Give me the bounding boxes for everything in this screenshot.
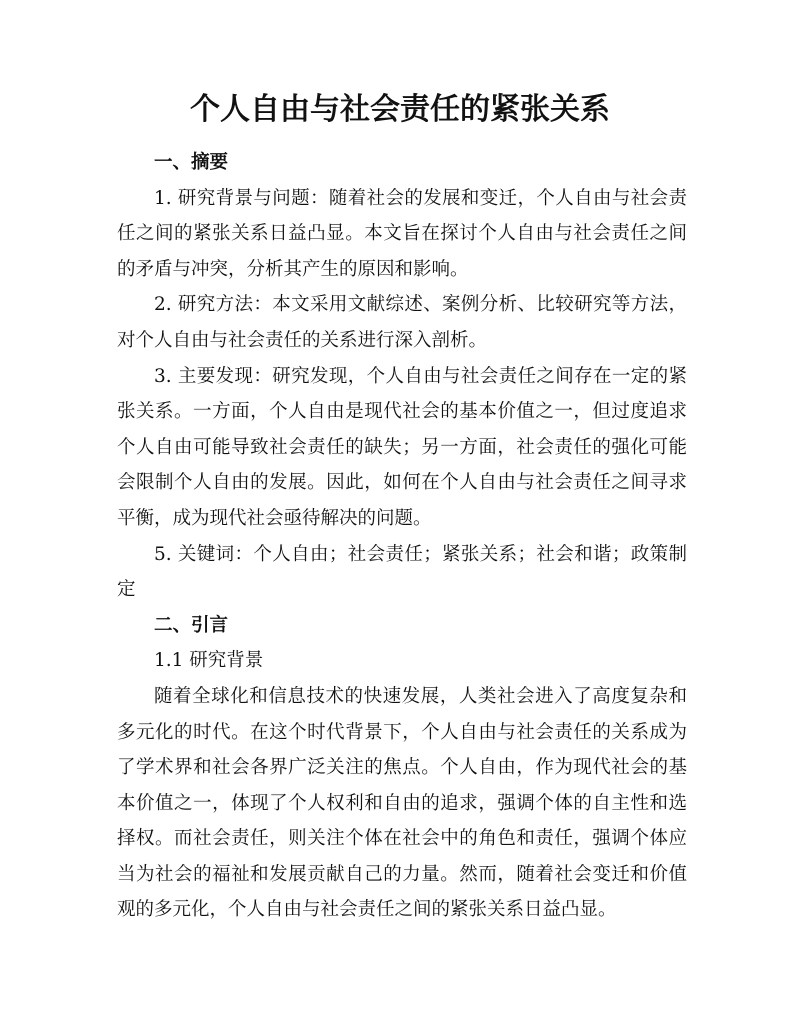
- abstract-item-keywords: 5. 关键词：个人自由；社会责任；紧张关系；社会和谐；政策制定: [117, 543, 687, 601]
- abstract-item-method: 2. 研究方法：本文采用文献综述、案例分析、比较研究等方法，对个人自由与社会责任的关系进行深入剖析。: [117, 294, 687, 351]
- research-background-paragraph: 随着全球化和信息技术的快速发展，人类社会进入了高度复杂和多元化的时代。在这个时代背景下，个人自由与社会责任的关系成为了学术界和社会各界广泛关注的焦点。个人自由，作为现代社会的基本价值之一，体现了个人权利和自由的追求，强调个体的自主性和选择权。而社会责任，则关注个体在社会中的角色和责任，强调个体应当为社会的福祉和发展贡献自己的力量。然而，随着社会变迁和价值观的多元化，个人自由与社会责任之间的紧张关系日益凸显。: [117, 685, 687, 921]
- document-title: 个人自由与社会责任的紧张关系: [190, 92, 610, 127]
- abstract-heading: 一、摘要: [154, 152, 229, 173]
- abstract-item-background: 1. 研究背景与问题：随着社会的发展和变迁，个人自由与社会责任之间的紧张关系日益凸显。本文旨在探讨个人自由与社会责任之间的矛盾与冲突，分析其产生的原因和影响。: [117, 187, 687, 280]
- document-body: [117, 145, 687, 928]
- abstract-item-findings: 3. 主要发现：研究发现，个人自由与社会责任之间存在一定的紧张关系。一方面，个人自由是现代社会的基本价值之一，但过度追求个人自由可能导致社会责任的缺失；另一方面，社会责任的强化可能会限制个人自由的发展。因此，如何在个人自由与社会责任之间寻求平衡，成为现代社会亟待解决的问题。: [117, 365, 687, 529]
- introduction-heading: 二、引言: [154, 614, 229, 636]
- research-background-subheading: 1.1 研究背景: [154, 650, 264, 672]
